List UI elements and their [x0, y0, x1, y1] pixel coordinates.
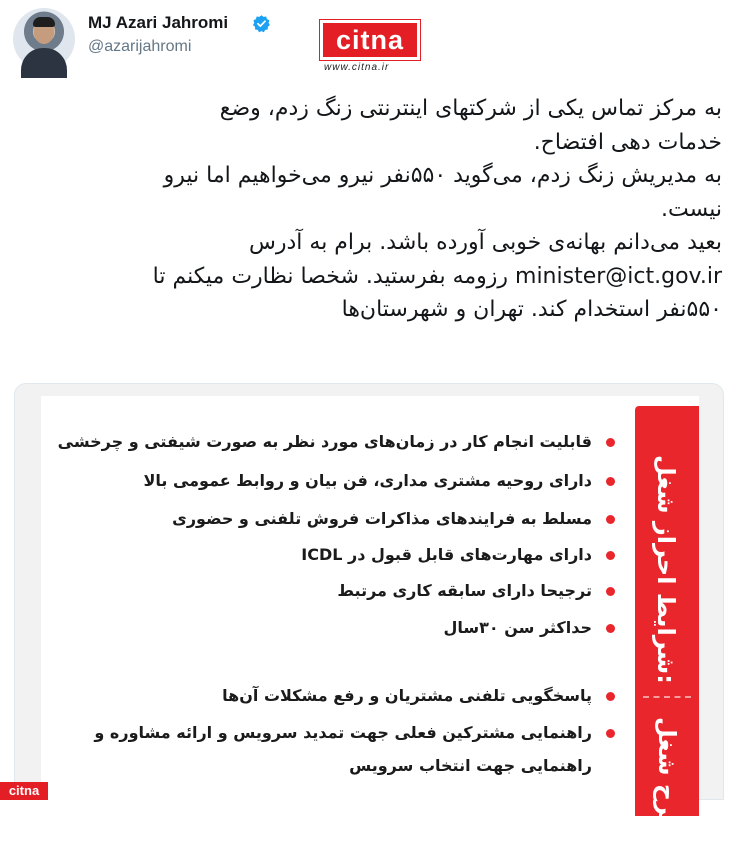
logo-url: www.citna.ir [324, 62, 390, 73]
band-divider [643, 696, 691, 698]
description-text: راهنمایی جهت انتخاب سرویس [349, 756, 592, 775]
bullet-icon [606, 515, 615, 524]
bullet-icon [606, 692, 615, 701]
condition-text: قابلیت انجام کار در زمان‌های مورد نظر به صورت شیفتی و چرخشی [57, 432, 592, 451]
tweet-line: نیست. [661, 196, 722, 222]
description-item-continued [349, 756, 592, 775]
tweet-header [0, 0, 732, 80]
job-ad-image [41, 396, 699, 849]
display-name[interactable]: MJ Azari Jahromi [88, 13, 229, 32]
bullet-icon [606, 438, 615, 447]
bullet-icon [606, 477, 615, 486]
avatar[interactable] [13, 8, 75, 70]
tweet-line: خدمات دهی افتضاح. [533, 129, 722, 155]
tweet-text [18, 92, 722, 327]
description-label: شرح شغل: [653, 717, 681, 849]
bullet-icon [606, 729, 615, 738]
condition-item [301, 545, 615, 564]
verified-badge-icon [252, 14, 271, 33]
condition-text: مسلط به فرایندهای مذاکرات فروش تلفنی و حضوری [172, 509, 592, 528]
tweet-media-card[interactable] [14, 383, 724, 849]
condition-text: دارای روحیه مشتری مداری، فن بیان و روابط عمومی بالا [143, 471, 592, 490]
condition-text: حداکثر سن ۳۰سال [443, 618, 592, 637]
user-handle[interactable]: @azarijahromi [88, 38, 192, 55]
side-band [635, 406, 699, 849]
tweet-line: به مرکز تماس یکی از شرکتهای اینترنتی زنگ زدم، وضع [219, 96, 722, 121]
logo-brand: citna [335, 25, 405, 55]
condition-item [444, 618, 615, 637]
condition-text: دارای مهارت‌های قابل قبول در ICDL [301, 545, 592, 564]
condition-item [337, 581, 615, 600]
condition-item [58, 432, 615, 451]
description-text: راهنمایی مشترکین فعلی جهت تمدید سرویس و ارائه مشاوره و [94, 723, 592, 742]
condition-item [172, 509, 615, 528]
citna-watermark: citna [0, 782, 48, 800]
avatar-shoulders [21, 48, 67, 78]
tweet-line: ۵۵۰نفر استخدام کند. تهران و شهرستان‌ها [341, 297, 722, 322]
description-text: پاسخگویی تلفنی مشتریان و رفع مشکلات آن‌ها [222, 686, 592, 705]
logo-box [320, 20, 420, 60]
tweet-line: به مدیریش زنگ زدم، می‌گوید ۵۵۰نفر نیرو می‌خواهیم اما نیرو [163, 163, 722, 188]
avatar-hair [33, 17, 55, 27]
conditions-label: شرایط احراز شغل: [652, 455, 680, 684]
tweet-line-email[interactable]: minister@ict.gov.ir رزومه بفرستید. شخصا نظارت میکنم تا [152, 263, 722, 289]
citna-logo [320, 20, 420, 72]
description-item [94, 723, 615, 742]
condition-item [143, 471, 615, 490]
condition-text: ترجیحا دارای سابقه کاری مرتبط [337, 581, 592, 600]
bullet-icon [606, 624, 615, 633]
bullet-icon [606, 551, 615, 560]
tweet-line: بعید می‌دانم بهانه‌ی خوبی آورده باشد. برام به آدرس [249, 230, 722, 255]
bullet-icon [606, 587, 615, 596]
description-item [222, 686, 615, 705]
